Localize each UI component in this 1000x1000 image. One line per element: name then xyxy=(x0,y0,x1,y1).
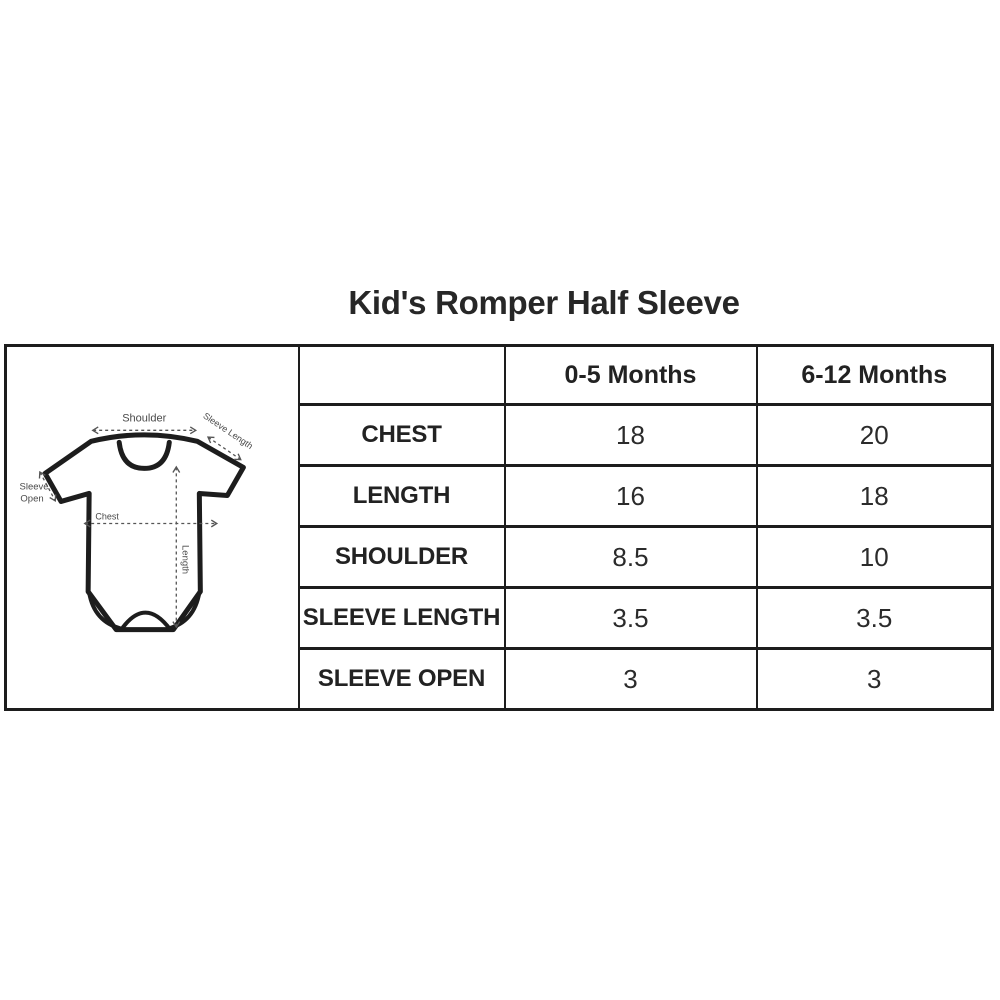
length-label: Length xyxy=(179,545,191,575)
chest-value-6-12: 20 xyxy=(757,405,993,466)
row-label-sleeve-length: SLEEVE LENGTH xyxy=(299,588,505,649)
romper-outline xyxy=(45,435,243,630)
sleeve-length-value-0-5: 3.5 xyxy=(505,588,757,649)
sleeve-open-value-0-5: 3 xyxy=(505,649,757,710)
length-value-6-12: 18 xyxy=(757,466,993,527)
row-label-chest: CHEST xyxy=(299,405,505,466)
sleeve-length-label: Sleeve Length xyxy=(201,410,255,452)
shoulder-label: Shoulder xyxy=(122,412,167,425)
sleeve-length-value-6-12: 3.5 xyxy=(757,588,993,649)
sleeve-open-value-6-12: 3 xyxy=(757,649,993,710)
shoulder-value-0-5: 8.5 xyxy=(505,527,757,588)
row-label-length: LENGTH xyxy=(299,466,505,527)
sleeve-open-label-line2: Open xyxy=(20,493,44,505)
length-value-0-5: 16 xyxy=(505,466,757,527)
neckline xyxy=(119,442,169,468)
romper-measurement-diagram xyxy=(7,347,298,708)
crotch-flap-arc xyxy=(121,613,170,630)
size-chart-table xyxy=(4,344,994,711)
romper-diagram-cell xyxy=(6,346,299,710)
col-header-0-5-months: 0-5 Months xyxy=(505,346,757,405)
chest-value-0-5: 18 xyxy=(505,405,757,466)
col-header-6-12-months: 6-12 Months xyxy=(757,346,993,405)
corner-empty-cell xyxy=(299,346,505,405)
chest-label: Chest xyxy=(95,511,119,522)
page-title: Kid's Romper Half Sleeve xyxy=(348,284,740,321)
table-header-row xyxy=(6,346,993,405)
shoulder-value-6-12: 10 xyxy=(757,527,993,588)
row-label-sleeve-open: SLEEVE OPEN xyxy=(299,649,505,710)
row-label-shoulder: SHOULDER xyxy=(299,527,505,588)
sleeve-open-label-line1: Sleeve xyxy=(19,481,49,493)
